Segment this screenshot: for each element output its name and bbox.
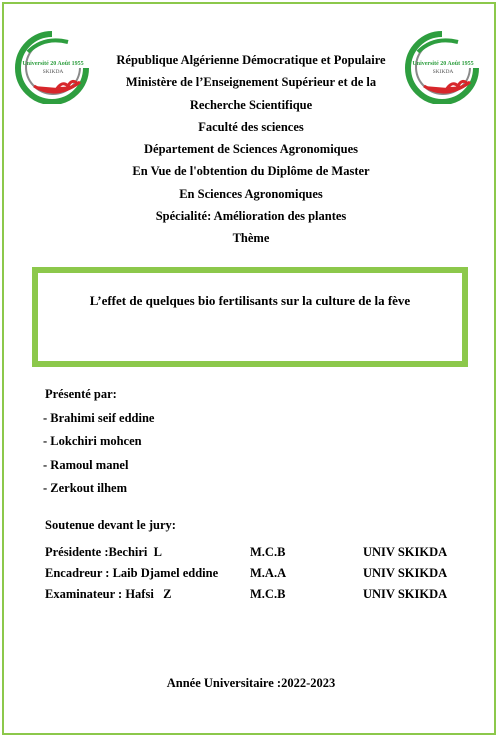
header-specialty: Spécialité: Amélioration des plantes	[155, 209, 347, 224]
jury-university: UNIV SKIKDA	[363, 545, 448, 559]
header-degree-purpose: En Vue de l'obtention du Diplôme de Master	[132, 164, 370, 179]
jury-university: UNIV SKIKDA	[363, 566, 448, 580]
jury-row-examiner	[45, 587, 465, 605]
jury-row-supervisor	[45, 566, 465, 584]
student-item: - Zerkout ilhem	[43, 480, 128, 495]
header-republic: République Algérienne Démocratique et Populaire	[116, 53, 386, 67]
logo-text-left-line2: SKIKDA	[42, 69, 64, 75]
logo-text-right-line1: Université 20 Août 1955	[412, 61, 474, 67]
thesis-title: L’effet de quelques bio fertilisants sur la culture de la fève	[89, 293, 411, 308]
jury-grade: M.C.B	[250, 587, 286, 601]
academic-year: Année Universitaire :2022-2023	[166, 676, 336, 690]
student-item: - Ramoul manel	[43, 457, 129, 472]
header-research: Recherche Scientifique	[189, 97, 313, 112]
university-logo-left	[12, 28, 94, 104]
header-theme-label: Thème	[232, 231, 270, 246]
university-logo-right	[402, 28, 484, 104]
header-ministry: Ministère de l’Enseignement Supérieur et de la	[125, 75, 377, 90]
jury-role: Examinateur : Hafsi Z	[45, 587, 172, 601]
header-department: Département de Sciences Agronomiques	[144, 142, 358, 157]
presented-by-label: Présenté par:	[45, 387, 117, 401]
student-item: - Brahimi seif eddine	[43, 411, 155, 425]
header-faculty: Faculté des sciences	[198, 119, 304, 134]
jury-row-president	[45, 545, 465, 563]
thesis-title-box	[32, 267, 468, 367]
institution-header	[95, 49, 407, 250]
jury-grade: M.C.B	[250, 545, 286, 559]
jury-university: UNIV SKIKDA	[363, 587, 448, 601]
student-item: - Lokchiri mohcen	[43, 434, 142, 449]
jury-grade: M.A.A	[250, 566, 287, 580]
jury-label: Soutenue devant le jury:	[45, 518, 176, 532]
logo-text-right-line2: SKIKDA	[432, 69, 454, 75]
jury-role: Encadreur : Laib Djamel eddine	[45, 566, 219, 580]
jury-role: Présidente :Bechiri L	[45, 545, 162, 559]
student-list	[43, 407, 154, 500]
header-field: En Sciences Agronomiques	[179, 186, 323, 201]
logo-text-left-line1: Université 20 Août 1955	[22, 61, 84, 67]
